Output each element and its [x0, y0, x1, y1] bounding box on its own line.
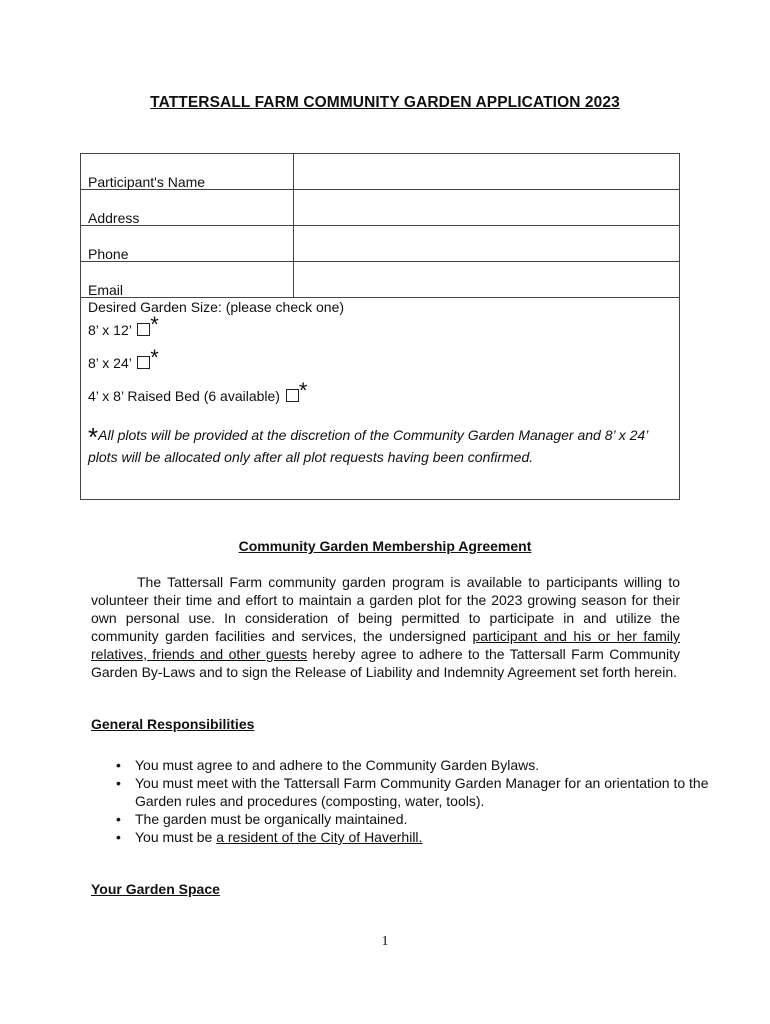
agreement-text-underlined: participant and his or her family relatives, friends and other guests — [91, 628, 680, 662]
list-item — [135, 828, 724, 846]
size-option-raised-bed-checkbox[interactable] — [286, 389, 299, 402]
address-field[interactable] — [294, 190, 680, 226]
list-item: • The garden must be organically maintained. — [135, 810, 724, 828]
participant-name-label: Participant's Name — [88, 174, 206, 190]
membership-agreement-paragraph — [91, 573, 680, 681]
phone-label: Phone — [88, 246, 129, 262]
your-garden-space-heading: Your Garden Space — [91, 881, 220, 897]
size-option-8x24-checkbox[interactable] — [137, 356, 150, 369]
address-label: Address — [88, 210, 140, 226]
asterisk-icon: * — [150, 345, 159, 370]
size-option-8x24-label: 8’ x 24’ — [88, 355, 132, 371]
plot-allocation-note — [88, 424, 671, 468]
asterisk-icon: * — [88, 422, 99, 452]
address-label-cell — [81, 190, 294, 226]
phone-field[interactable] — [294, 226, 680, 262]
size-option-8x12-label: 8’ x 12’ — [88, 322, 132, 338]
size-option-raised-bed-label: 4’ x 8’ Raised Bed (6 available) — [88, 388, 280, 404]
residency-requirement: a resident of the City of Haverhill. — [216, 829, 423, 845]
list-item: • You must meet with the Tattersall Farm Community Garden Manager for an orientation to the Garden rules and procedures (composting, water, tools). — [135, 774, 724, 810]
list-item: • You must agree to and adhere to the Community Garden Bylaws. — [135, 756, 724, 774]
agreement-text-part2: hereby agree to adhere to the Tattersall Farm Community Garden By-Laws and to sign the Release of Liability and Indemnity Agreement set forth herein. — [91, 646, 680, 680]
general-responsibilities-heading: General Responsibilities — [91, 716, 255, 732]
email-label: Email — [88, 282, 124, 298]
garden-size-prompt: Desired Garden Size: (please check one) — [88, 299, 345, 315]
page-number: 1 — [381, 934, 389, 949]
size-option-8x24 — [88, 345, 671, 373]
application-form-table — [80, 153, 680, 500]
plot-allocation-note-text: All plots will be provided at the discretion of the Community Garden Manager and 8’ x 24’ plots will be allocated only after all plot requests having been confirmed. — [88, 427, 648, 465]
email-field[interactable] — [294, 262, 680, 298]
responsibilities-list — [91, 756, 724, 846]
page-title: TATTERSALL FARM COMMUNITY GARDEN APPLICATION 2023 — [150, 94, 620, 111]
asterisk-icon: * — [150, 312, 159, 337]
phone-label-cell — [81, 226, 294, 262]
residency-prefix: You must be — [135, 829, 217, 845]
email-label-cell — [81, 262, 294, 298]
participant-name-label-cell — [81, 154, 294, 190]
size-option-8x12-checkbox[interactable] — [137, 323, 150, 336]
agreement-text-part1: The Tattersall Farm community garden program is available to participants willing to volunteer their time and effort to maintain a garden plot for the 2023 growing season for their own personal use. In consideration of being permitted to participate in and utilize the community garden facilities and services, the undersigned — [91, 574, 680, 644]
size-option-8x12 — [88, 312, 671, 340]
size-option-raised-bed — [88, 378, 671, 406]
participant-name-field[interactable] — [294, 154, 680, 190]
garden-size-section — [81, 298, 680, 500]
membership-agreement-heading: Community Garden Membership Agreement — [238, 538, 532, 554]
asterisk-icon: * — [298, 378, 308, 403]
